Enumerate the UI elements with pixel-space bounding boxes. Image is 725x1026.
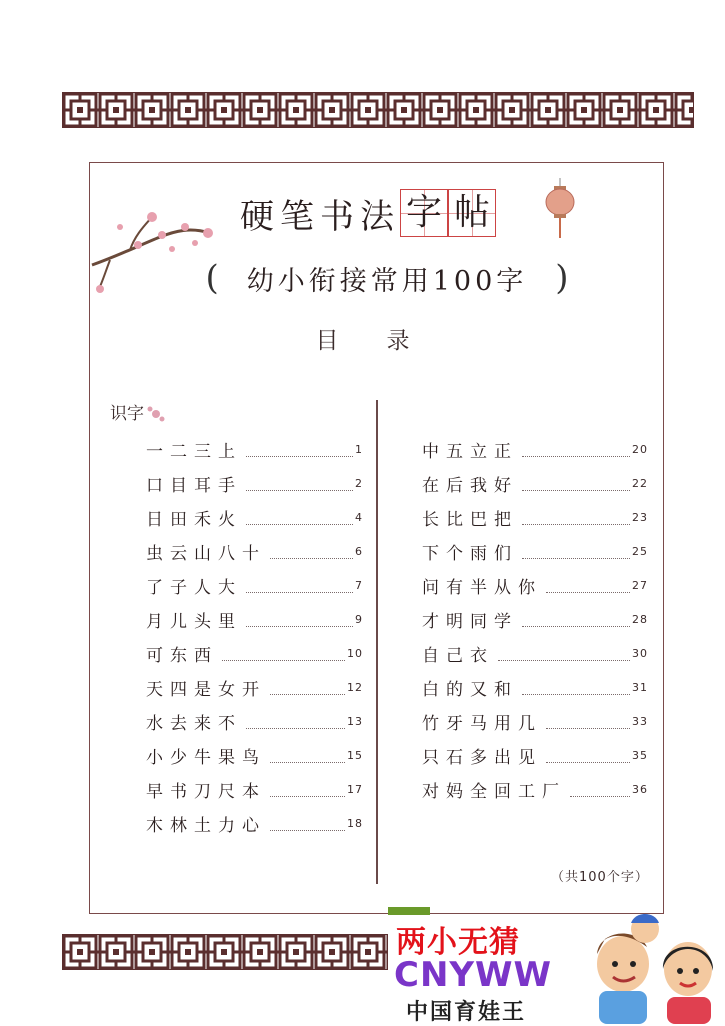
toc-entry-page: 28	[632, 613, 648, 626]
toc-entry[interactable]	[146, 666, 363, 700]
toc-entry[interactable]	[146, 700, 363, 734]
bottom-decorative-border	[62, 934, 388, 970]
toc-leader-dots	[246, 626, 353, 627]
toc-entry[interactable]	[422, 734, 648, 768]
toc-leader-dots	[222, 660, 345, 661]
toc-entry-chars: 口目耳手	[146, 476, 242, 496]
toc-entry[interactable]	[146, 598, 363, 632]
toc-leader-dots	[246, 456, 353, 457]
toc-leader-dots	[546, 592, 630, 593]
toc-heading: 目录	[315, 328, 458, 354]
toc-entry-page: 6	[355, 545, 363, 558]
toc-leader-dots	[270, 796, 345, 797]
toc-entry[interactable]	[422, 598, 648, 632]
toc-entry-chars: 只石多出见	[422, 748, 542, 768]
small-blossom-icon	[145, 403, 167, 425]
toc-entry-page: 35	[632, 749, 648, 762]
toc-entry-chars: 水去来不	[146, 714, 242, 734]
toc-entry[interactable]	[422, 428, 648, 462]
toc-leader-dots	[522, 626, 630, 627]
toc-leader-dots	[546, 728, 630, 729]
toc-entry-page: 20	[632, 443, 648, 456]
column-divider	[376, 400, 378, 884]
toc-entry-chars: 对妈全回工厂	[422, 782, 566, 802]
toc-leader-dots	[270, 830, 345, 831]
toc-leader-dots	[522, 694, 630, 695]
toc-entry-chars: 木林土力心	[146, 816, 266, 836]
toc-entry-page: 36	[632, 783, 648, 796]
toc-entry[interactable]	[422, 700, 648, 734]
toc-entry[interactable]	[422, 564, 648, 598]
watermark-line3: 中国育娃王	[406, 1000, 527, 1025]
toc-entry-page: 30	[632, 647, 648, 660]
title-main-text: 硬笔书法	[240, 196, 400, 237]
toc-entry-chars: 自己衣	[422, 646, 494, 666]
toc-left-column	[146, 428, 363, 836]
toc-entry[interactable]	[146, 462, 363, 496]
toc-entry[interactable]	[422, 768, 648, 802]
toc-entry-page: 23	[632, 511, 648, 524]
toc-leader-dots	[546, 762, 630, 763]
toc-entry-chars: 日田禾火	[146, 510, 242, 530]
toc-entry-chars: 小少牛果鸟	[146, 748, 266, 768]
toc-entry[interactable]	[146, 632, 363, 666]
toc-entry-page: 12	[347, 681, 363, 694]
left-bracket-icon: (	[205, 258, 219, 298]
page-title	[240, 188, 496, 238]
toc-entry-chars: 了子人大	[146, 578, 242, 598]
toc-right-column	[422, 428, 648, 802]
toc-entry[interactable]	[146, 428, 363, 462]
toc-leader-dots	[246, 490, 353, 491]
toc-entry[interactable]	[422, 496, 648, 530]
watermark-line2: CNYWW	[394, 955, 553, 995]
section-label-text: 识字	[110, 404, 144, 424]
toc-entry-page: 31	[632, 681, 648, 694]
toc-leader-dots	[498, 660, 630, 661]
toc-entry-page: 18	[347, 817, 363, 830]
toc-entry-chars: 长比巴把	[422, 510, 518, 530]
toc-entry-chars: 中五立正	[422, 442, 518, 462]
toc-leader-dots	[522, 490, 630, 491]
toc-entry-chars: 一二三上	[146, 442, 242, 462]
toc-leader-dots	[270, 762, 345, 763]
toc-entry-page: 15	[347, 749, 363, 762]
toc-leader-dots	[246, 592, 353, 593]
toc-entry[interactable]	[146, 734, 363, 768]
toc-leader-dots	[522, 558, 630, 559]
toc-entry-page: 9	[355, 613, 363, 626]
title-boxed-char-2: 帖	[448, 189, 496, 237]
toc-leader-dots	[246, 524, 353, 525]
watermark-bar	[388, 907, 430, 915]
toc-entry-page: 17	[347, 783, 363, 796]
toc-entry[interactable]	[146, 564, 363, 598]
section-label	[110, 399, 167, 425]
title-boxed-char-1: 字	[400, 189, 448, 237]
toc-entry-page: 22	[632, 477, 648, 490]
toc-entry[interactable]	[146, 768, 363, 802]
toc-entry-chars: 才明同学	[422, 612, 518, 632]
toc-entry-page: 10	[347, 647, 363, 660]
toc-leader-dots	[270, 694, 345, 695]
toc-leader-dots	[246, 728, 345, 729]
toc-entry[interactable]	[146, 530, 363, 564]
toc-entry-page: 4	[355, 511, 363, 524]
toc-entry-chars: 早书刀尺本	[146, 782, 266, 802]
toc-entry[interactable]	[422, 666, 648, 700]
toc-entry[interactable]	[146, 802, 363, 836]
toc-entry-chars: 白的又和	[422, 680, 518, 700]
toc-entry[interactable]	[422, 632, 648, 666]
toc-entry-chars: 天四是女开	[146, 680, 266, 700]
toc-entry-chars: 虫云山八十	[146, 544, 266, 564]
toc-entry-page: 25	[632, 545, 648, 558]
toc-leader-dots	[570, 796, 630, 797]
cartoon-kids-icon	[583, 909, 723, 1024]
right-bracket-icon: )	[555, 258, 569, 298]
toc-entry[interactable]	[422, 530, 648, 564]
toc-entry-page: 33	[632, 715, 648, 728]
subtitle-text: 幼小衔接常用100字	[246, 265, 528, 297]
toc-leader-dots	[270, 558, 353, 559]
toc-entry-chars: 可东西	[146, 646, 218, 666]
toc-entry-chars: 月儿头里	[146, 612, 242, 632]
toc-entry-chars: 下个雨们	[422, 544, 518, 564]
toc-entry-page: 2	[355, 477, 363, 490]
toc-entry[interactable]	[146, 496, 363, 530]
top-decorative-border	[62, 92, 694, 128]
watermark-line1: 两小无猜	[396, 925, 520, 960]
toc-entry-chars: 竹牙马用几	[422, 714, 542, 734]
total-note: （共100个字）	[551, 870, 649, 885]
toc-entry-chars: 问有半从你	[422, 578, 542, 598]
toc-entry[interactable]	[422, 462, 648, 496]
toc-leader-dots	[522, 456, 630, 457]
toc-entry-page: 7	[355, 579, 363, 592]
subtitle	[192, 258, 582, 298]
toc-entry-page: 27	[632, 579, 648, 592]
watermark	[388, 907, 725, 1024]
toc-entry-page: 13	[347, 715, 363, 728]
toc-entry-page: 1	[355, 443, 363, 456]
toc-entry-chars: 在后我好	[422, 476, 518, 496]
red-lantern-icon	[543, 178, 577, 240]
toc-leader-dots	[522, 524, 630, 525]
